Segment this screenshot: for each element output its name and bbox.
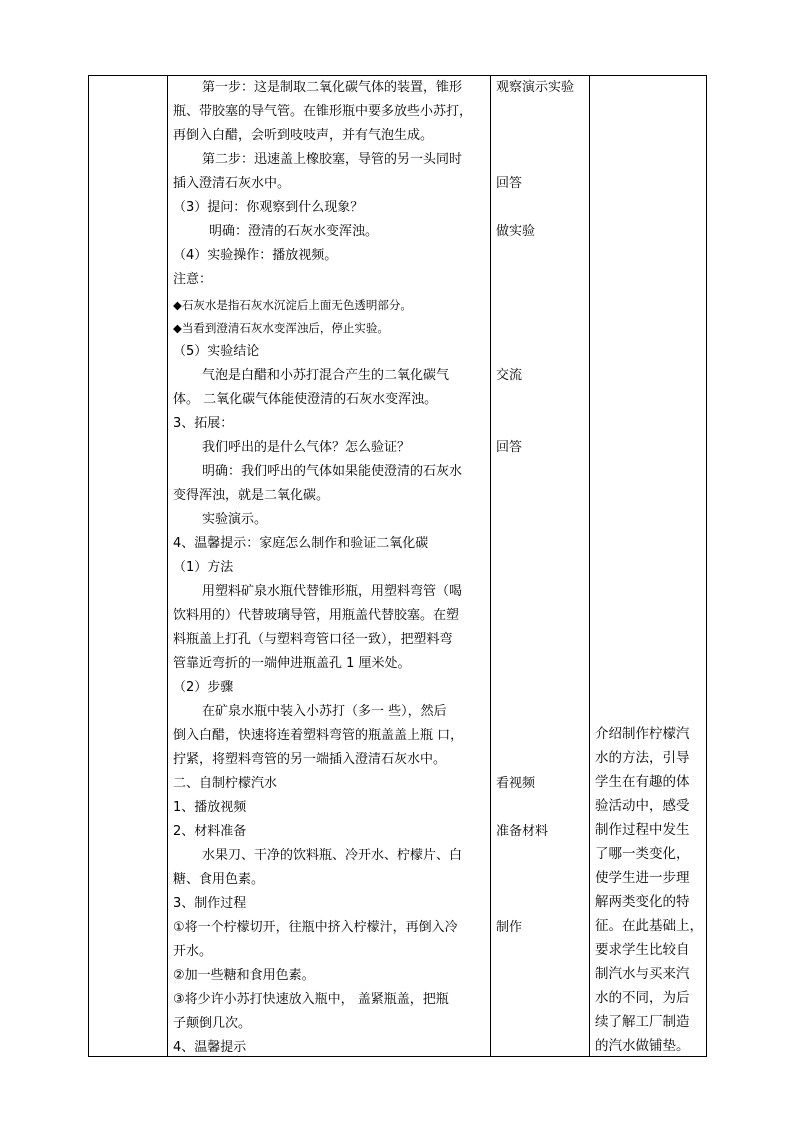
content-line: 变得浑浊，就是二氧化碳。 — [173, 488, 330, 503]
content-line: 瓶、带胶塞的导气管。在锥形瓶中要多放些小苏打， — [173, 104, 473, 119]
content-line: 4、温馨提示 — [173, 1040, 247, 1055]
content-line: 饮料用的）代替玻璃导管，用瓶盖代替胶塞。在塑 — [173, 608, 460, 623]
content-line: 1、播放视频 — [173, 800, 247, 815]
student-activity: 做实验 — [496, 224, 536, 239]
content-line: 料瓶盖上打孔（与塑料弯管口径一致），把塑料弯 — [173, 632, 453, 647]
table-border-right — [706, 75, 707, 1056]
content-line: 第一步：这是制取二氧化碳气体的装置，锥形 — [202, 80, 463, 95]
student-activity: 回答 — [496, 440, 523, 455]
content-line: ②加一些糖和食用色素。 — [173, 968, 315, 983]
note-bullet: ◆石灰水是指石灰水沉淀后上面无色透明部分。 — [173, 298, 412, 312]
intent-line: 了哪一类变化， — [595, 846, 690, 862]
intent-line: 制作过程中发生 — [595, 822, 690, 838]
content-line: 气泡是白醋和小苏打混合产生的二氧化碳气 — [202, 368, 450, 383]
content-line: 体。 二氧化碳气体能使澄清的石灰水变浑浊。 — [173, 392, 438, 407]
student-activity: 看视频 — [496, 776, 536, 791]
content-line: 第二步：迅速盖上橡胶塞，导管的另一头同时 — [202, 152, 463, 167]
content-line: （1）方法 — [173, 560, 234, 575]
content-line: 2、材料准备 — [173, 824, 247, 839]
content-line: 倒入白醋，快速将连着塑料弯管的瓶盖盖上瓶 口， — [173, 728, 464, 743]
content-line: 子颠倒几次。 — [173, 1016, 252, 1031]
intent-line: 要求学生比较自 — [595, 942, 690, 958]
content-line: 4、温馨提示：家庭怎么制作和验证二氧化碳 — [173, 536, 429, 551]
intent-line: 验活动中，感受 — [595, 798, 690, 814]
intent-line: 征。在此基础上， — [595, 918, 703, 934]
table-border-bottom — [88, 1056, 707, 1057]
intent-line: 解两类变化的特 — [595, 894, 690, 910]
content-line: 我们呼出的是什么气体？怎么验证？ — [202, 440, 411, 455]
content-line: 插入澄清石灰水中。 — [173, 176, 291, 191]
intent-line: 学生在有趣的体 — [595, 774, 690, 790]
content-line: 拧紧，将塑料弯管的另一端插入澄清石灰水中。 — [173, 752, 447, 767]
table-divider-2 — [490, 75, 491, 1056]
intent-line: 续了解工厂制造 — [595, 1014, 690, 1030]
content-line: （3）提问：你观察到什么现象？ — [173, 200, 364, 215]
intent-line: 介绍制作柠檬汽 — [595, 726, 690, 742]
content-line: 3、拓展： — [173, 416, 234, 431]
content-line: （5）实验结论 — [173, 344, 260, 359]
content-line: 开水。 — [173, 944, 213, 959]
content-line: 明确：我们呼出的气体如果能使澄清的石灰水 — [202, 464, 463, 479]
table-border-top — [88, 75, 707, 76]
student-activity: 回答 — [496, 176, 523, 191]
intent-line: 的汽水做铺垫。 — [595, 1038, 690, 1054]
content-line: 注意： — [173, 272, 213, 287]
intent-line: 水的不同，为后 — [595, 990, 690, 1006]
student-activity: 准备材料 — [496, 824, 549, 839]
content-line: （2）步骤 — [173, 680, 234, 695]
content-line: 3、制作过程 — [173, 896, 247, 911]
table-divider-1 — [167, 75, 168, 1056]
content-line: 用塑料矿泉水瓶代替锥形瓶，用塑料弯管（喝 — [202, 584, 463, 599]
table-border-left — [88, 75, 89, 1056]
content-line: ①将一个柠檬切开，往瓶中挤入柠檬汁，再倒入冷 — [173, 920, 458, 935]
section-heading: 二、自制柠檬汽水 — [173, 776, 278, 791]
student-activity: 制作 — [496, 920, 523, 935]
student-activity: 交流 — [496, 368, 523, 383]
note-bullet: ◆当看到澄清石灰水变浑浊后，停止实验。 — [173, 321, 389, 335]
content-line: 在矿泉水瓶中装入小苏打（多一 些），然后 — [202, 704, 447, 719]
intent-line: 制汽水与买来汽 — [595, 966, 690, 982]
content-line: 糖、食用色素。 — [173, 872, 265, 887]
content-line: 水果刀、干净的饮料瓶、冷开水、柠檬片、白 — [202, 848, 463, 863]
content-line: 管靠近弯折的一端伸进瓶盖孔 1 厘米处。 — [173, 656, 411, 671]
content-line: （4）实验操作：播放视频。 — [173, 248, 338, 263]
content-line: 再倒入白醋，会听到吱吱声，并有气泡生成。 — [173, 128, 434, 143]
student-activity: 观察演示实验 — [496, 80, 575, 95]
intent-line: 使学生进一步理 — [595, 870, 690, 886]
content-line: ③将少许小苏打快速放入瓶中， 盖紧瓶盖，把瓶 — [173, 992, 449, 1007]
content-line: 实验演示。 — [202, 512, 268, 527]
content-line: 明确：澄清的石灰水变浑浊。 — [209, 224, 379, 239]
table-divider-3 — [589, 75, 590, 1056]
intent-line: 水的方法，引导 — [595, 750, 690, 766]
